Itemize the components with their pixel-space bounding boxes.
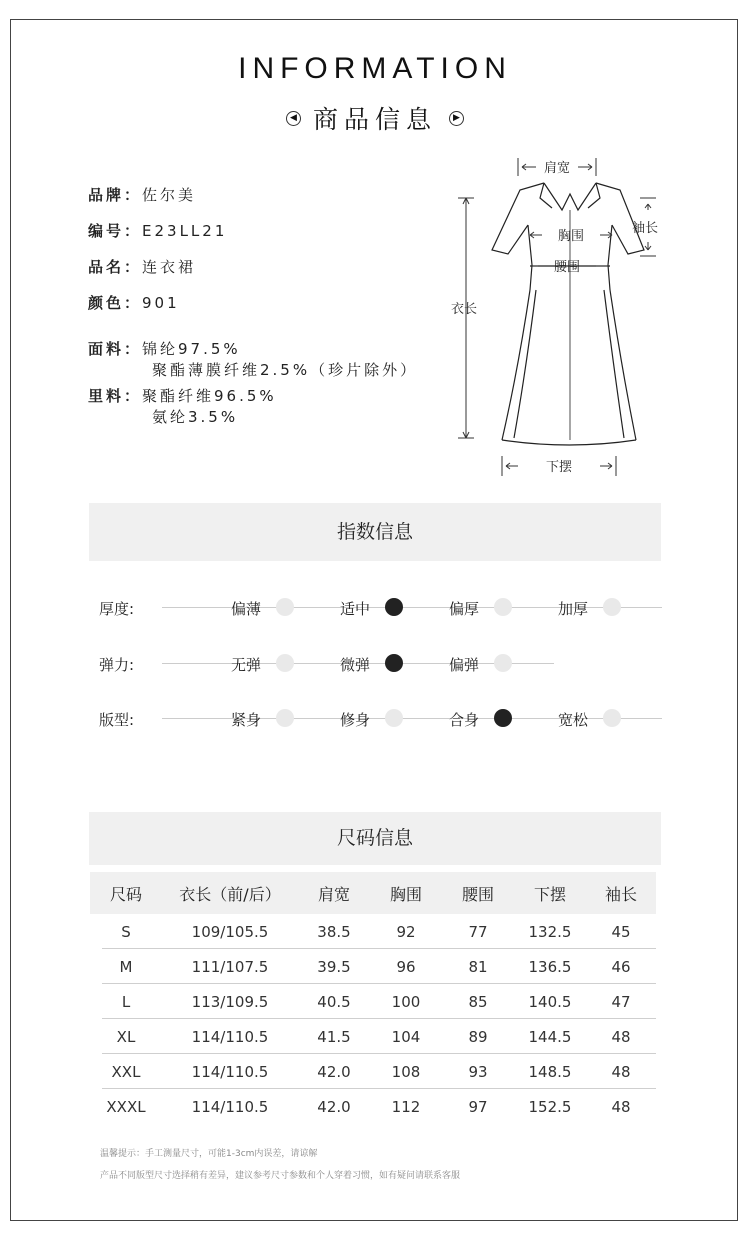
col-header: 衣长（前/后） — [179, 884, 281, 904]
note-fit: 产品不同版型尺寸选择稍有差异，建议参考尺寸参数和个人穿着习惯，如有疑问请联系客服 — [100, 1171, 461, 1181]
table-row: XXL 114/110.5 42.0 108 93 148.5 48 — [90, 1054, 656, 1089]
label-length: 衣长 — [450, 302, 478, 317]
option-elasticity-1: 微弹 — [340, 656, 371, 674]
option-dot — [276, 598, 294, 616]
dress-diagram — [440, 150, 680, 490]
col-header: 腰围 — [461, 884, 494, 904]
size-table-header — [90, 872, 656, 914]
option-fit-1: 修身 — [340, 711, 371, 729]
label-waist: 腰围 — [553, 260, 581, 275]
option-dot — [494, 654, 512, 672]
title-cn — [0, 100, 750, 136]
col-header: 袖长 — [604, 884, 637, 904]
selected-dot — [385, 598, 403, 616]
selected-dot — [494, 709, 512, 727]
table-row: M 111/107.5 39.5 96 81 136.5 46 — [90, 949, 656, 984]
title-en: INFORMATION — [238, 52, 512, 85]
note-measurement: 温馨提示：手工测量尺寸，可能1-3cm内误差，请谅解 — [100, 1149, 318, 1159]
option-dot — [603, 709, 621, 727]
info-lining: 里料：聚酯纤维96.5% 氨纶3.5% — [88, 387, 277, 426]
table-row: XL 114/110.5 41.5 104 89 144.5 48 — [90, 1019, 656, 1054]
option-fit-2: 合身 — [449, 711, 480, 729]
col-header: 尺码 — [109, 884, 142, 904]
label-hem: 下摆 — [545, 460, 573, 475]
option-thickness-3: 加厚 — [558, 600, 589, 618]
size-section-header: 尺码信息 — [89, 812, 661, 865]
info-name: 品名：连衣裙 — [88, 258, 197, 276]
option-dot — [603, 598, 621, 616]
selected-dot — [385, 654, 403, 672]
info-brand: 品牌：佐尔美 — [88, 186, 197, 204]
title-cn-text: 商品信息 — [312, 105, 437, 134]
option-dot — [276, 709, 294, 727]
option-dot — [494, 598, 512, 616]
label-chest: 胸围 — [557, 229, 585, 244]
table-row: L 113/109.5 40.5 100 85 140.5 47 — [90, 984, 656, 1019]
label-shoulder: 肩宽 — [543, 161, 571, 176]
index-label-elasticity: 弹力: — [99, 656, 135, 674]
option-fit-0: 紧身 — [231, 711, 262, 729]
info-color: 颜色：901 — [88, 294, 180, 312]
index-label-thickness: 厚度: — [99, 600, 135, 618]
option-elasticity-0: 无弹 — [231, 656, 262, 674]
size-table — [90, 872, 656, 1124]
right-arrow-icon: ▶ — [449, 111, 464, 126]
info-fabric: 面料：锦纶97.5% 聚酯薄膜纤维2.5%（珍片除外） — [88, 340, 419, 379]
index-label-fit: 版型: — [99, 711, 135, 729]
option-thickness-2: 偏厚 — [449, 600, 480, 618]
col-header: 胸围 — [389, 884, 422, 904]
left-arrow-icon: ◀ — [286, 111, 301, 126]
table-row: XXXL 114/110.5 42.0 112 97 152.5 48 — [106, 1097, 631, 1116]
index-section-header: 指数信息 — [89, 503, 661, 561]
option-thickness-1: 适中 — [340, 600, 371, 618]
option-elasticity-2: 偏弹 — [449, 656, 480, 674]
col-header: 肩宽 — [317, 884, 350, 904]
info-code: 编号：E23LL21 — [88, 222, 228, 240]
option-dot — [276, 654, 294, 672]
col-header: 下摆 — [533, 884, 566, 904]
option-dot — [385, 709, 403, 727]
table-row: S 109/105.5 38.5 92 77 132.5 45 — [90, 914, 656, 949]
label-sleeve: 袖长 — [631, 221, 659, 236]
option-thickness-0: 偏薄 — [231, 600, 262, 618]
option-fit-3: 宽松 — [558, 711, 589, 729]
